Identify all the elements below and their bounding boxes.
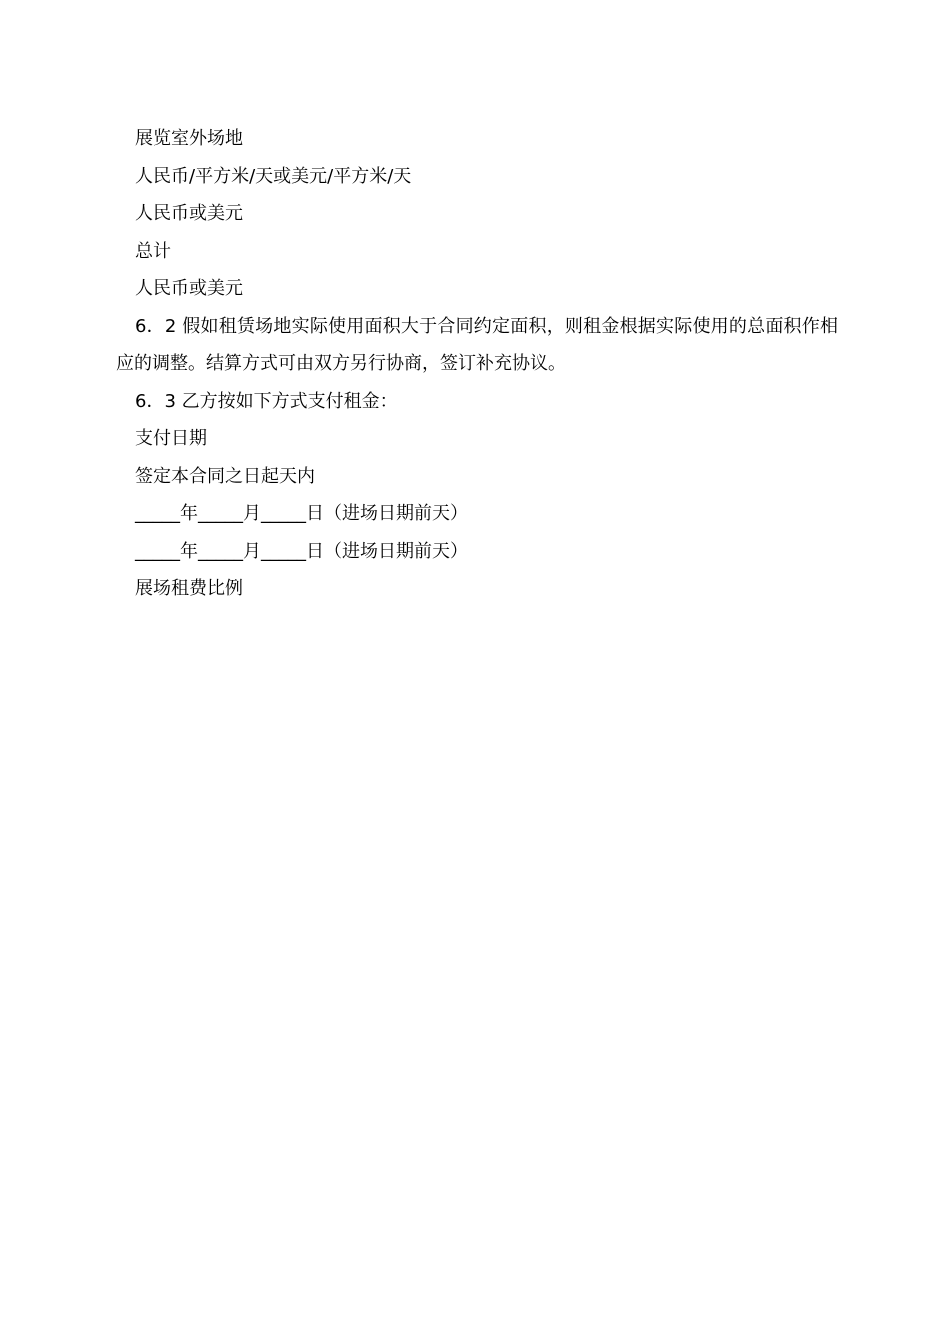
paragraph-payment-date: 支付日期 (135, 428, 207, 449)
paragraph-outdoor-venue: 展览室外场地 (135, 128, 243, 149)
paragraph-total: 总计 (135, 240, 171, 262)
document-body (116, 120, 838, 608)
paragraph-currency-1: 人民币或美元 (135, 203, 243, 224)
paragraph-sign-date: 签定本合同之日起天内 (135, 465, 315, 487)
paragraph-clause-6-2: 6．2 假如租赁场地实际使用面积大于合同约定面积，则租金根据实际使用的总面积作相应的调整。结算方式可由双方另行协商，签订补充协议。 (116, 315, 838, 374)
paragraph-rent-ratio: 展场租费比例 (135, 578, 243, 599)
paragraph-unit-price: 人民币/平方米/天或美元/平方米/天 (135, 165, 412, 187)
paragraph-date-blank-1: _____年_____月_____日（进场日期前天） (135, 503, 468, 524)
paragraph-date-blank-2: _____年_____月_____日（进场日期前天） (135, 540, 468, 562)
paragraph-currency-2: 人民币或美元 (135, 278, 243, 299)
paragraph-clause-6-3: 6．3 乙方按如下方式支付租金： (135, 390, 398, 412)
